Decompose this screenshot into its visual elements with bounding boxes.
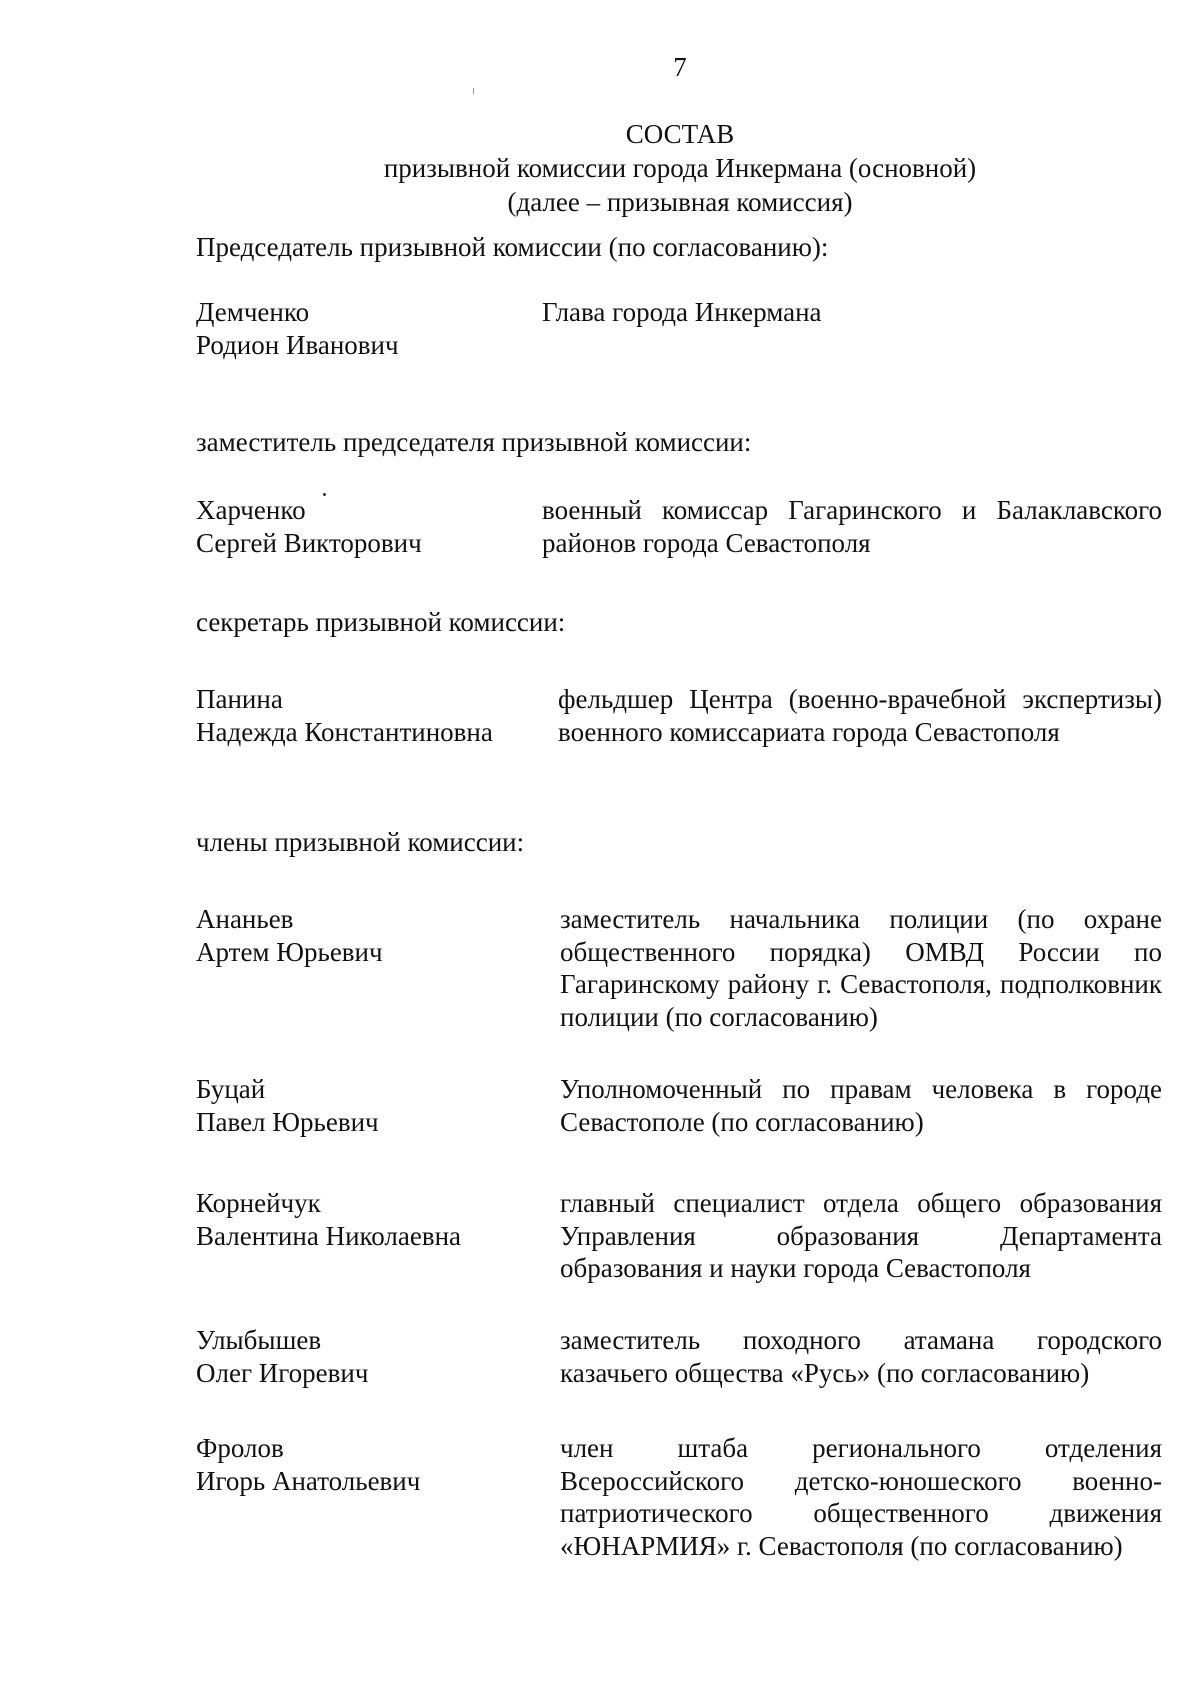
secretary-section-label: секретарь призывной комиссии: <box>196 607 566 637</box>
member-surname: Демченко <box>196 297 310 327</box>
member-name <box>196 296 536 361</box>
member-given-names: Родион Иванович <box>196 329 399 360</box>
member-given-names: Олег Игоревич <box>196 1357 369 1388</box>
member-name <box>196 683 536 748</box>
member-name <box>196 494 536 559</box>
title-block <box>0 117 1200 219</box>
document-title: СОСТАВ <box>625 119 735 149</box>
member-position: заместитель походного атамана городского казачьего общества «Русь» (по согласованию) <box>560 1325 1162 1388</box>
member-position: главный специалист отдела общего образования Управления образования Департамента образования и науки города Севастополя <box>560 1188 1162 1283</box>
chairman-section-label: Председатель призывной комиссии (по согласованию): <box>196 232 829 262</box>
member-given-names: Валентина Николаевна <box>196 1220 462 1251</box>
member-surname: Буцай <box>196 1074 266 1104</box>
deputy-section-label: заместитель председателя призывной комиссии: <box>196 427 752 457</box>
member-position: Уполномоченный по правам человека в городе Севастополе (по согласованию) <box>560 1074 1162 1137</box>
member-name <box>196 1324 536 1389</box>
member-given-names: Надежда Константиновна <box>196 716 493 747</box>
member-name <box>196 903 536 968</box>
member-surname: Фролов <box>196 1433 284 1463</box>
document-subtitle-line2: (далее – призывная комиссия) <box>507 187 853 217</box>
members-section-label: члены призывной комиссии: <box>196 827 525 857</box>
member-position: Глава города Инкермана <box>542 297 822 327</box>
member-surname: Ананьев <box>196 904 294 934</box>
page-number: 7 <box>673 52 687 82</box>
member-name <box>196 1187 536 1252</box>
member-position: фельдшер Центра (военно-врачебной экспертизы) военного комиссариата города Севастополя <box>558 684 1162 747</box>
member-name <box>196 1073 536 1138</box>
member-surname: Улыбышев <box>196 1325 322 1355</box>
scan-artifact-line <box>473 88 474 94</box>
member-given-names: Сергей Викторович <box>196 527 422 558</box>
document-subtitle-line1: призывной комиссии города Инкермана (основной) <box>383 153 977 183</box>
member-given-names: Игорь Анатольевич <box>196 1465 421 1496</box>
member-position: военный комиссар Гагаринского и Балаклавского районов города Севастополя <box>542 495 1162 558</box>
member-surname: Харченко <box>196 495 306 525</box>
member-name <box>196 1432 536 1497</box>
member-position: член штаба регионального отделения Всероссийского детско-юношеского военно-патриотического общественного движения «ЮНАРМИЯ» г. Севастополя (по согласованию) <box>560 1433 1162 1561</box>
member-surname: Корнейчук <box>196 1188 321 1218</box>
member-position: заместитель начальника полиции (по охране общественного порядка) ОМВД России по Гагаринскому району г. Севастополя, подполковник полиции (по согласованию) <box>560 904 1162 1032</box>
member-given-names: Павел Юрьевич <box>196 1106 379 1137</box>
member-surname: Панина <box>196 684 283 714</box>
member-given-names: Артем Юрьевич <box>196 936 383 967</box>
